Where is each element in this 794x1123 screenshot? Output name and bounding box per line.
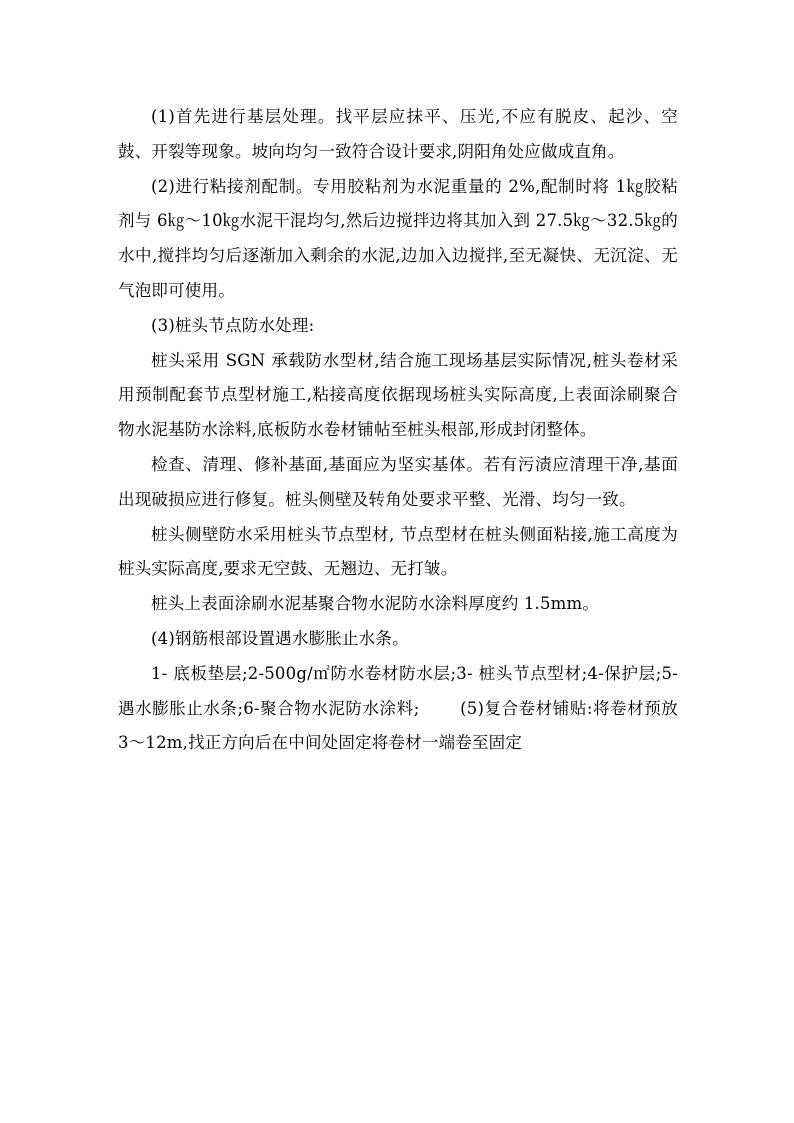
paragraph-pile-head-material: 桩头采用 SGN 承载防水型材,结合施工现场基层实际情况,桩头卷材采用预制配套节点型材施工,粘接高度依据现场桩头实际高度,上表面涂刷聚合物水泥基防水涂料,底板防水卷材铺帖至桩头根部,形成封闭整体。	[118, 350, 678, 440]
document-body	[118, 100, 684, 761]
paragraph-top-surface-coating: 桩头上表面涂刷水泥基聚合物水泥防水涂料厚度约 1.5mm。	[151, 594, 600, 614]
paragraph-surface-inspection: 检查、清理、修补基面,基面应为坚实基体。若有污渍应清理干净,基面出现破损应进行修复。桩头侧壁及转角处要求平整、光滑、均匀一致。	[118, 454, 678, 509]
paragraph-water-stop-strip: (4)钢筋根部设置遇水膨胀止水条。	[151, 628, 409, 648]
paragraph-adhesive-preparation: (2)进行粘接剂配制。专用胶粘剂为水泥重量的 2%,配制时将 1㎏胶粘剂与 6㎏～10㎏水泥干混均匀,然后边搅拌边将其加入到 27.5㎏～32.5㎏的水中,搅拌均匀后逐渐加入剩余的水泥,边加入边搅拌,至无凝快、无沉淀、无气泡即可使用。	[118, 176, 678, 300]
paragraph-side-wall-waterproofing: 桩头侧壁防水采用桩头节点型材, 节点型材在桩头侧面粘接,施工高度为桩头实际高度,要求无空鼓、无翘边、无打皱。	[118, 524, 678, 579]
paragraph-layer-legend: 1- 底板垫层;2-500g/㎡防水卷材防水层;3- 桩头节点型材;4-保护层;5-遇水膨胀止水条;6-聚合物水泥防水涂料; (5)复合卷材铺贴:将卷材预放 3～12m,找正方向后在中间处固定将卷材一端卷至固定	[118, 663, 684, 753]
paragraph-base-treatment: (1)首先进行基层处理。找平层应抹平、压光,不应有脱皮、起沙、空鼓、开裂等现象。坡向均匀一致符合设计要求,阴阳角处应做成直角。	[118, 107, 678, 161]
paragraph-pile-head-heading: (3)桩头节点防水处理:	[151, 315, 315, 335]
